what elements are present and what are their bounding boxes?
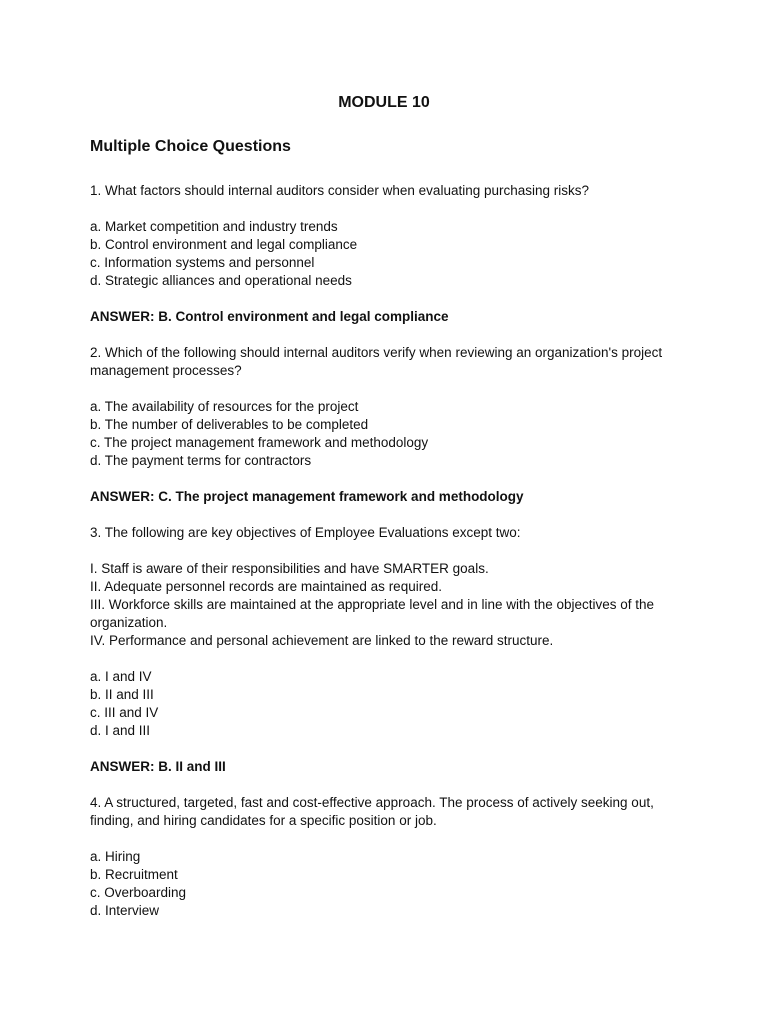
option-d: d. Interview [90, 903, 160, 918]
question-text: 1. What factors should internal auditors consider when evaluating purchasing risks? [90, 183, 590, 198]
option-c: c. III and IV [90, 705, 159, 720]
page-title: MODULE 10 [338, 94, 430, 111]
option-a: a. The availability of resources for the project [90, 399, 359, 414]
question-text-line-2: finding, and hiring candidates for a specific position or job. [90, 813, 437, 828]
statement-iv: IV. Performance and personal achievement are linked to the reward structure. [90, 633, 554, 648]
option-d: d. The payment terms for contractors [90, 453, 312, 468]
question-1 [90, 182, 678, 326]
option-b: b. II and III [90, 687, 154, 702]
statement-iii-cont: organization. [90, 615, 168, 630]
statement-i: I. Staff is aware of their responsibilities and have SMARTER goals. [90, 561, 489, 576]
answer-text: ANSWER: B. Control environment and legal compliance [90, 309, 449, 324]
option-b: b. Control environment and legal compliance [90, 237, 358, 252]
option-b: b. The number of deliverables to be completed [90, 417, 369, 432]
option-b: b. Recruitment [90, 867, 178, 882]
question-3 [90, 524, 678, 776]
option-d: d. I and III [90, 723, 151, 738]
option-a: a. I and IV [90, 669, 152, 684]
option-d: d. Strategic alliances and operational needs [90, 273, 352, 288]
question-text: 3. The following are key objectives of Employee Evaluations except two: [90, 525, 521, 540]
option-c: c. Information systems and personnel [90, 255, 315, 270]
option-a: a. Market competition and industry trends [90, 219, 338, 234]
question-text-line-1: 4. A structured, targeted, fast and cost-effective approach. The process of actively seeking out, [90, 795, 654, 810]
option-a: a. Hiring [90, 849, 141, 864]
question-2 [90, 344, 678, 506]
answer-text: ANSWER: B. II and III [90, 759, 226, 774]
statement-ii: II. Adequate personnel records are maintained as required. [90, 579, 442, 594]
option-c: c. The project management framework and methodology [90, 435, 429, 450]
section-heading: Multiple Choice Questions [90, 138, 291, 155]
question-4 [90, 794, 678, 920]
question-text-line-2: management processes? [90, 363, 242, 378]
option-c: c. Overboarding [90, 885, 187, 900]
statement-iii: III. Workforce skills are maintained at the appropriate level and in line with the objectives of the [90, 597, 655, 612]
question-text-line-1: 2. Which of the following should internal auditors verify when reviewing an organization's project [90, 345, 663, 360]
answer-text: ANSWER: C. The project management framework and methodology [90, 489, 524, 504]
